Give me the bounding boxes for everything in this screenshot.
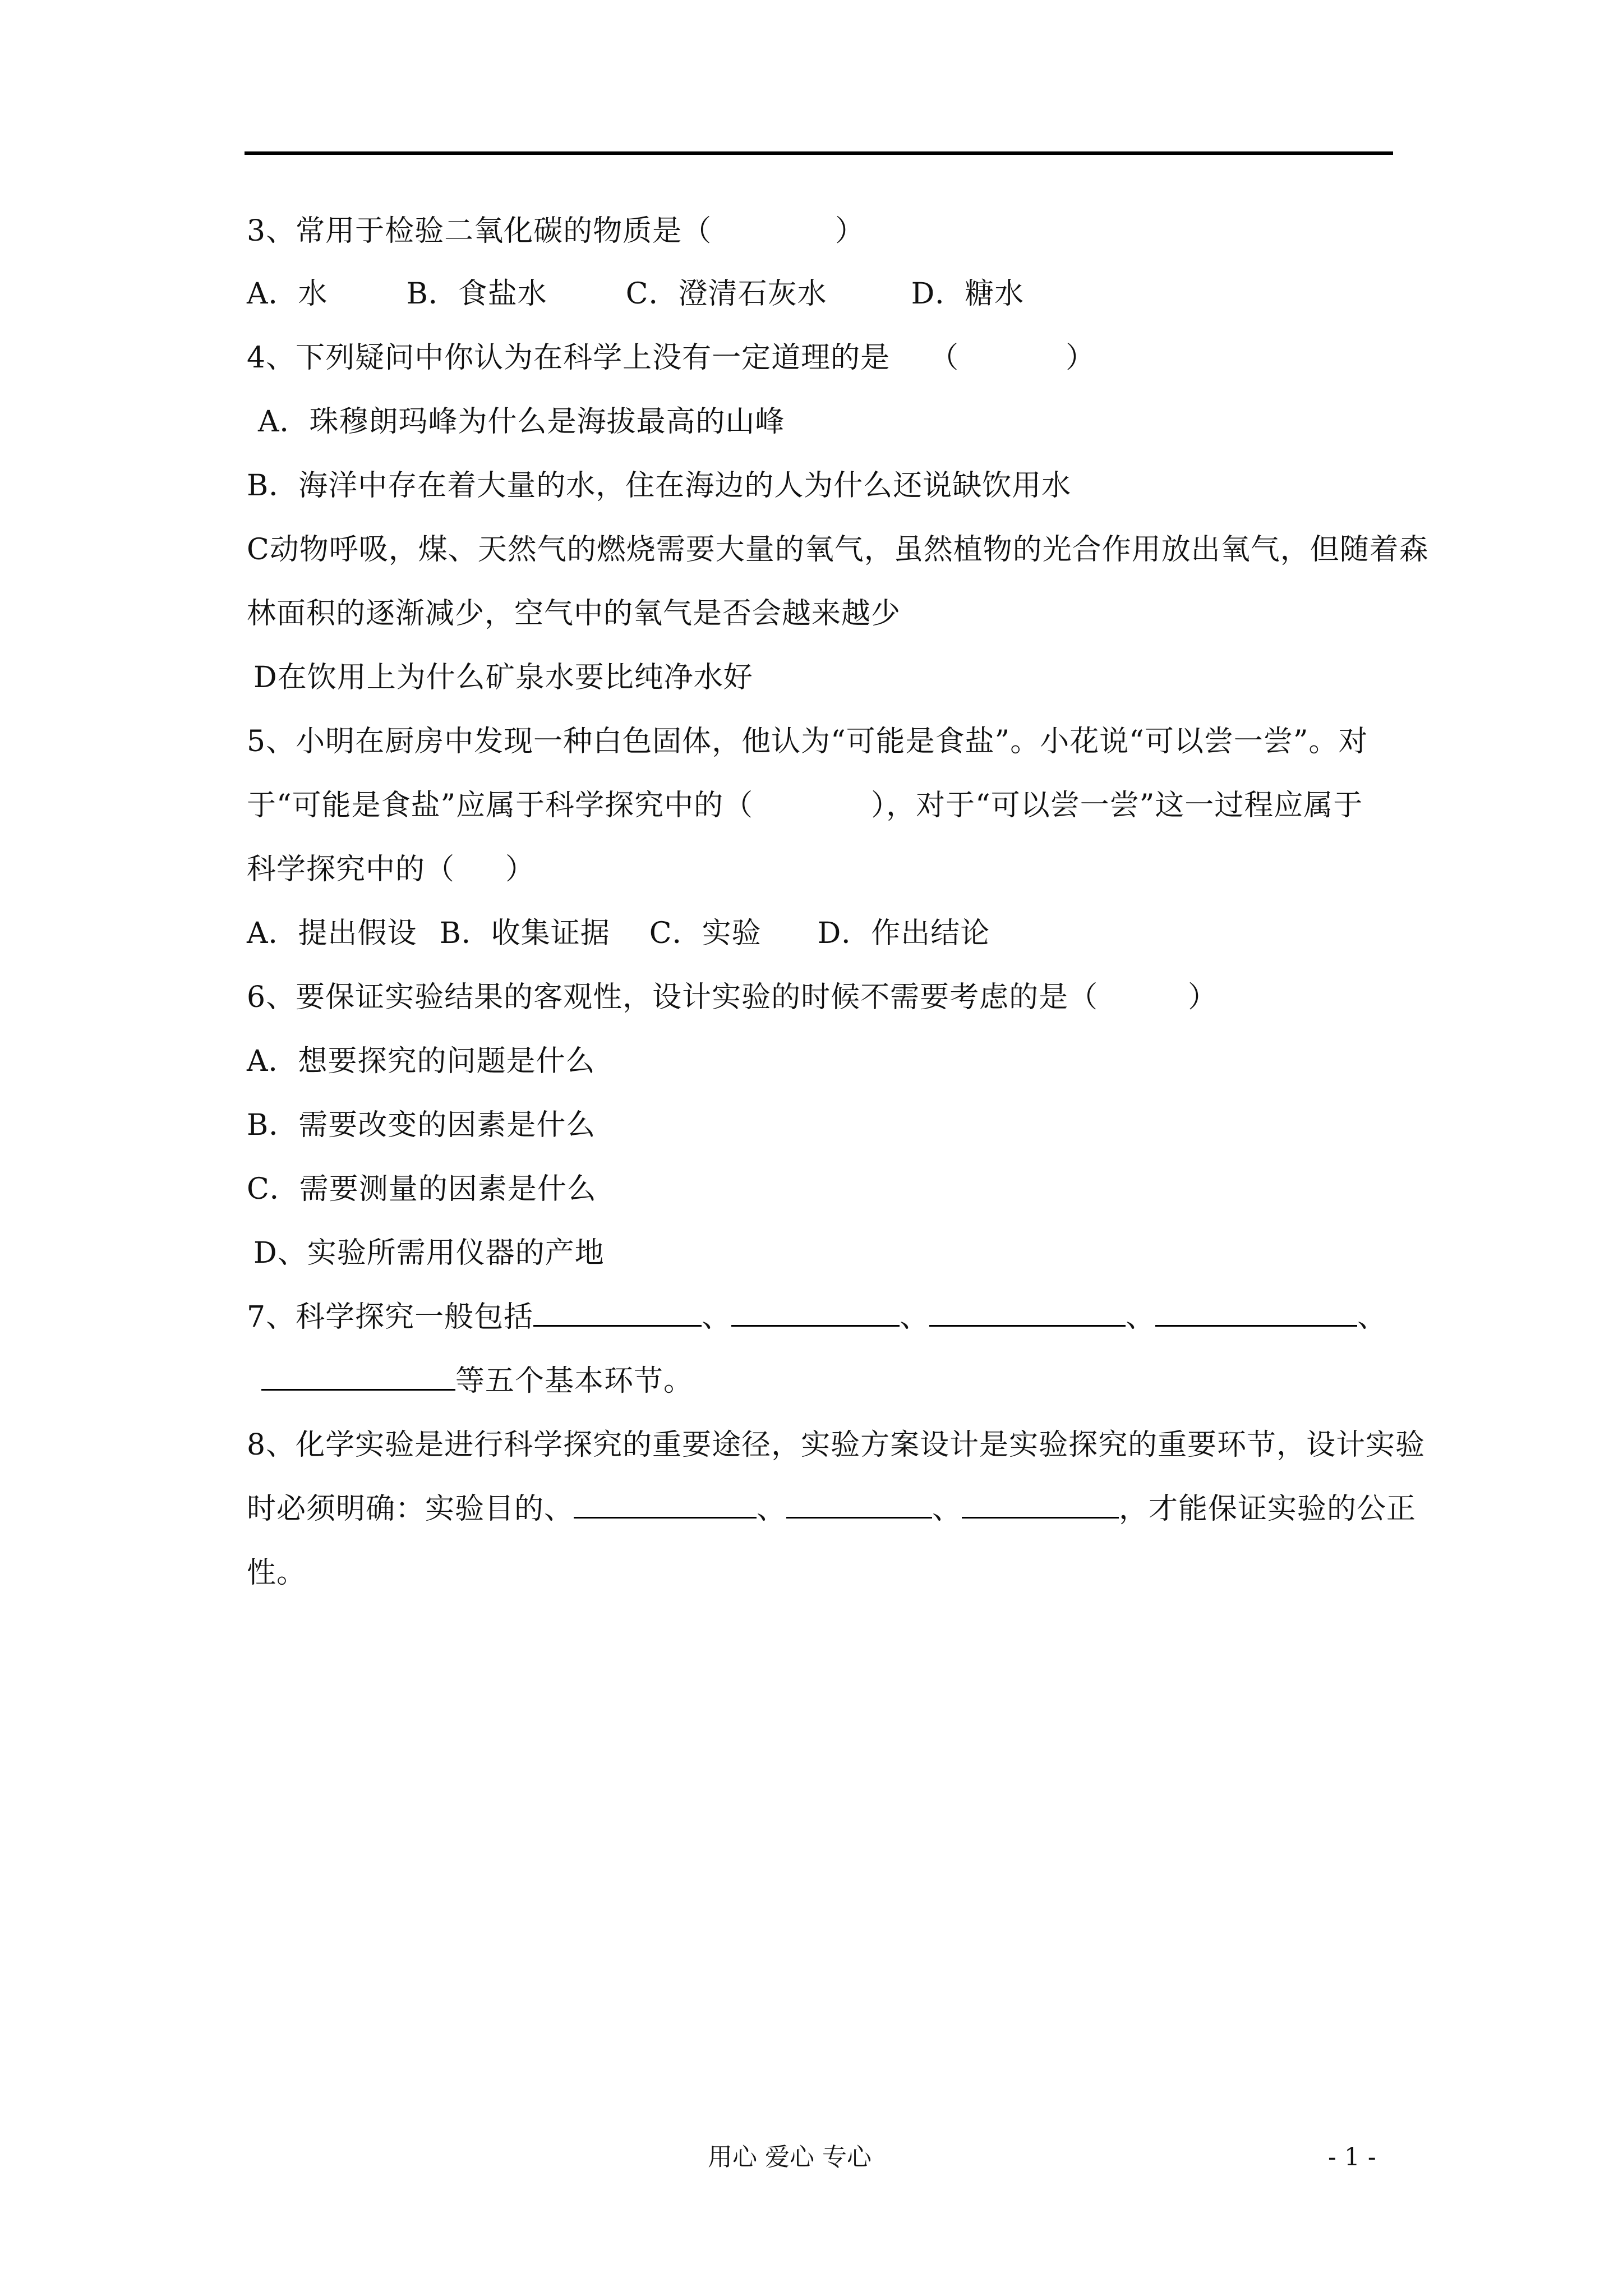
q8-line2-end: ，才能保证实验的公正 <box>1119 1492 1417 1526</box>
q5-option-b: B．收集证据 <box>439 917 610 950</box>
q7-blank-5 <box>261 1363 455 1391</box>
q4-stem: 4、下列疑问中你认为在科学上没有一定道理的是 <box>247 341 891 375</box>
q6-stem: 6、要保证实验结果的客观性，设计实验的时候不需要考虑的是（ <box>247 981 1099 1014</box>
q5-option-c: C．实验 <box>649 917 762 950</box>
q5-line2 <box>247 788 1363 823</box>
q5-line3 <box>247 852 535 887</box>
q6-option-b: B．需要改变的因素是什么 <box>247 1108 596 1142</box>
q5-option-d: D．作出结论 <box>817 917 990 950</box>
q3-option-a: A．水 <box>247 277 328 311</box>
q7-blank-4 <box>1155 1299 1357 1327</box>
header-rule <box>245 151 1393 155</box>
q4-option-c-line1: C动物呼吸，煤、天然气的燃烧需要大量的氧气，虽然植物的光合作用放出氧气，但随着森 <box>247 533 1429 567</box>
q4-option-a: A．珠穆朗玛峰为什么是海拔最高的山峰 <box>258 405 785 439</box>
q7-blank-1 <box>533 1299 702 1327</box>
q4-paren-close: ） <box>1066 341 1096 375</box>
q8-line2-a: 时必须明确：实验目的、 <box>247 1492 574 1526</box>
q3-options <box>247 276 1024 312</box>
q7-line1 <box>247 1299 1387 1335</box>
q5-option-a: A．提出假设 <box>247 917 417 950</box>
q5-options <box>247 915 990 951</box>
q4-paren-open: （ <box>929 341 960 375</box>
q5-line2-b: ），对于“可以尝一尝”这一过程应属于 <box>871 789 1363 822</box>
q8-line1: 8、化学实验是进行科学探究的重要途径，实验方案设计是实验探究的重要环节，设计实验 <box>247 1428 1426 1462</box>
q3-stem: 3、常用于检验二氧化碳的物质是（ <box>247 214 712 248</box>
footer-slogan: 用心 爱心 专心 <box>708 2143 872 2171</box>
q6-stem-end: ） <box>1188 981 1218 1014</box>
q8-line3: 性。 <box>247 1556 307 1590</box>
q5-line3-b: ） <box>505 853 536 886</box>
q7-sep-4: 、 <box>1357 1300 1387 1334</box>
q6-option-d: D、实验所需用仪器的产地 <box>253 1236 605 1270</box>
q4-stem-line <box>247 340 1095 376</box>
q7-blank-2 <box>731 1299 900 1327</box>
q5-line2-a: 于“可能是食盐”应属于科学探究中的（ <box>247 789 754 822</box>
q4-option-d: D在饮用上为什么矿泉水要比纯净水好 <box>253 661 753 694</box>
q8-blank-2 <box>786 1491 932 1519</box>
q8-sep-1: 、 <box>757 1492 787 1526</box>
q3-stem-end: ） <box>835 214 865 248</box>
q8-blank-1 <box>574 1491 757 1519</box>
q7-tail: 等五个基本环节。 <box>455 1364 694 1398</box>
q7-line2 <box>261 1363 693 1399</box>
q8-sep-2: 、 <box>932 1492 962 1526</box>
q7-sep-3: 、 <box>1126 1300 1156 1334</box>
q3-option-b: B．食盐水 <box>406 277 547 311</box>
q6-option-a: A．想要探究的问题是什么 <box>247 1045 596 1078</box>
q6-stem-line <box>247 979 1218 1015</box>
q4-option-b: B．海洋中存在着大量的水，住在海边的人为什么还说缺饮用水 <box>247 469 1072 503</box>
q7-stem: 7、科学探究一般包括 <box>247 1300 534 1334</box>
q8-line2 <box>247 1491 1416 1527</box>
q7-sep-2: 、 <box>900 1300 930 1334</box>
q3-option-d: D．糖水 <box>911 277 1025 311</box>
q5-line1: 5、小明在厨房中发现一种白色固体，他认为“可能是食盐”。小花说“可以尝一尝”。对 <box>247 725 1368 758</box>
page-number: - 1 - <box>1328 2143 1376 2171</box>
q3-option-c: C．澄清石灰水 <box>625 277 827 311</box>
q5-line3-a: 科学探究中的（ <box>247 853 455 886</box>
q4-option-c-line2: 林面积的逐渐减少，空气中的氧气是否会越来越少 <box>247 597 901 631</box>
q6-option-c: C．需要测量的因素是什么 <box>247 1172 597 1206</box>
q7-sep-1: 、 <box>702 1300 732 1334</box>
q7-blank-3 <box>929 1299 1126 1327</box>
q8-blank-3 <box>962 1491 1119 1519</box>
q3-stem-line <box>247 213 865 249</box>
